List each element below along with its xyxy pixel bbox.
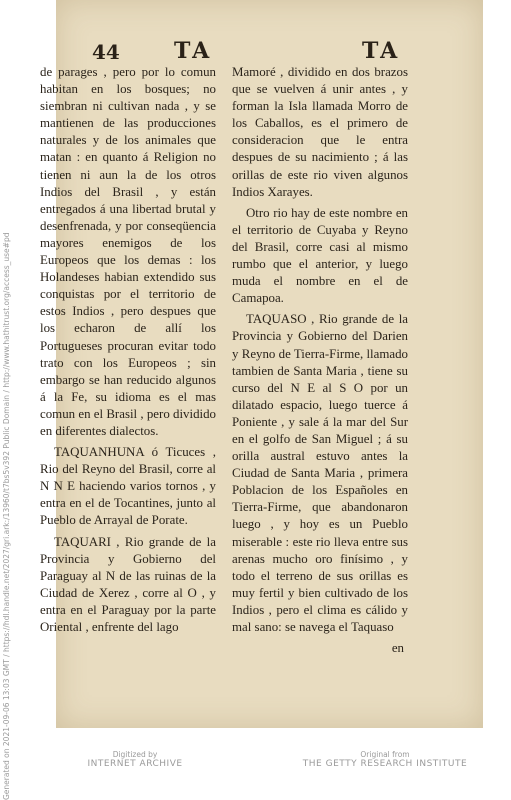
left-paragraph-3: TAQUARI , Rio grande de la Provincia y Gobierno del Paraguay al N de las ruinas de la Ciudad de Xerez , corre al O , y entra en el Paraguay por la parte Oriental , enfrente del lago <box>40 534 216 634</box>
hathitrust-sidebar-note: Generated on 2021-09-06 13:03 GMT / https://hdl.handle.net/2027/gri.ark:/13960/t7bs5v392 Public Domain / http://www.hathitrust.org/access_use#pd <box>2 232 11 800</box>
right-column <box>232 64 408 657</box>
page-header <box>92 40 463 66</box>
left-paragraph-1: de parages , pero por lo comun habitan en los bosques; no siembran ni cultivan nada , y se mantienen de las producciones naturales y de los animales que matan : en quanto á Religion no tienen ni aun la de los otros Indios del Brasil , y están entregados á una libertad brutal y desenfrenada, y por conseqüencia mayores enemigos de los Europeos que los demas : los Holandeses habian extendido sus conquistas por el territorio de estos Indios , pero despues que los echaron de allí los Portugueses procuran evitar todo trato con los Europeos ; sin embargo se han reducido algunos á la Fe, su idioma es el mas comun en el Brasil , pero dividido en diferentes dialectos. <box>40 65 216 438</box>
footer-digitized-by <box>70 750 200 769</box>
left-column <box>40 64 216 640</box>
catchword: en <box>391 641 404 656</box>
footer-left-small: Digitized by <box>112 750 158 759</box>
left-paragraph-2: TAQUANHUNA ó Ticuces , Rio del Reyno del Brasil, corre al N N E haciendo varios tornos , y entra en el de Tocantines, junto al Pueblo de Arrayal de Porate. <box>40 445 216 528</box>
footer-original-from <box>300 750 470 769</box>
page-number: 44 <box>92 40 120 64</box>
right-paragraph-2: Otro rio hay de este nombre en el territorio de Cuyaba y Reyno del Brasil, corre casi al mismo rumbo que el anterior, y luego muda el nombre en el de Camapoa. <box>232 205 408 306</box>
right-paragraph-1: Mamoré , dividido en dos brazos que se vuelven á unir antes , y forman la Isla llamada Morro de los Caballos, es el primero de consideracion que le entra despues de su nacimiento ; á las orillas de este rio viven algunos Indios Xarayes. <box>232 65 408 199</box>
running-head-left: TA <box>174 38 213 64</box>
footer-right-small: Original from <box>360 750 410 759</box>
footer-right-big: THE GETTY RESEARCH INSTITUTE <box>302 759 468 769</box>
footer-left-big: INTERNET ARCHIVE <box>87 759 183 769</box>
running-head-right: TA <box>362 38 401 64</box>
right-paragraph-3: TAQUASO , Rio grande de la Provincia y Gobierno del Darien y Reyno de Tierra-Firme, llamado tambien de Santa Maria , tiene su curso del N E al S O por un dilatado espacio, luego tuerce á Poniente , y sale á la mar del Sur en el golfo de San Miguel ; á su orilla austral estuvo antes la Ciudad de Santa Maria , primera Poblacion de los Españoles en Tierra-Firme, que abandonaron luego , y hoy es un Pueblo miserable : este rio lleva entre sus arenas mucho oro finísimo , y todo el terreno de sus orillas es muy fertil y bien cultivado de los Indios , pero el clima es cálido y mal sano: se navega el Taquaso <box>232 312 408 634</box>
